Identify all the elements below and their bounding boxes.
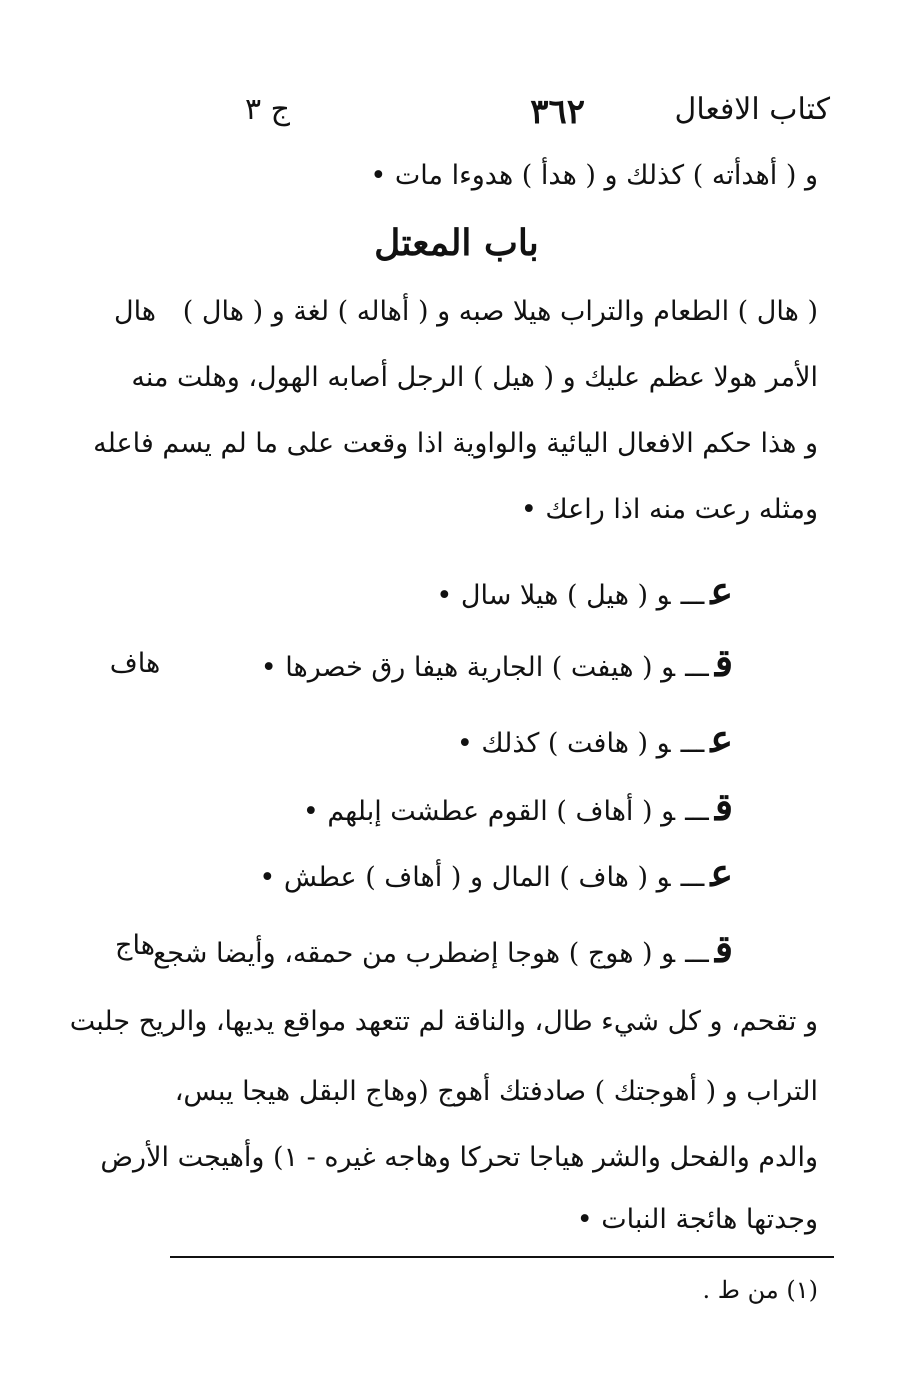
source-letter: ع bbox=[710, 568, 733, 613]
paragraph-line: ( هال ) الطعام والتراب هيلا صبه و ( أهاله ) لغة و ( هال ) bbox=[182, 296, 818, 327]
paragraph-line: وجدتها هائجة النبات • bbox=[576, 1204, 818, 1235]
paragraph-line: و هذا حكم الافعال اليائية والواوية اذا وقعت على ما لم يسم فاعله bbox=[93, 428, 818, 459]
dash-glyph: ـــ bbox=[680, 862, 705, 893]
margin-word-haaj: هاج bbox=[115, 930, 155, 961]
entry-line bbox=[133, 926, 733, 971]
entry-text: و ( هاف ) المال و ( أهاف ) عطش • bbox=[259, 862, 671, 893]
entry-line bbox=[133, 716, 733, 761]
entry-line bbox=[133, 568, 733, 613]
footnote: (١) من ط . bbox=[702, 1276, 818, 1304]
source-letter: ع bbox=[710, 850, 733, 895]
dash-glyph: ـــ bbox=[685, 938, 709, 969]
source-letter: ع bbox=[710, 716, 733, 761]
dash-glyph: ـــ bbox=[685, 796, 709, 827]
entry-line bbox=[133, 640, 733, 685]
paragraph-line: ومثله رعت منه اذا راعك • bbox=[520, 494, 818, 525]
entry-text: و ( هافت ) كذلك • bbox=[456, 728, 671, 759]
entry-line bbox=[133, 850, 733, 895]
source-letter: ق bbox=[714, 784, 733, 829]
volume-number: ج ٣ bbox=[244, 92, 290, 127]
entry-text: و ( أهاف ) القوم عطشت إبلهم • bbox=[302, 796, 676, 827]
source-letter: ق bbox=[714, 926, 733, 971]
running-header bbox=[190, 92, 830, 142]
margin-word-haal: هال bbox=[113, 296, 157, 327]
margin-word-haaf: هاف bbox=[109, 648, 161, 679]
book-title: كتاب الافعال bbox=[674, 92, 830, 127]
paragraph-line: و تقحم، و كل شيء طال، والناقة لم تتعهد مواقع يديها، والريح جلبت bbox=[69, 1006, 818, 1037]
paragraph-line: والدم والفحل والشر هياجا تحركا وهاجه غيره - ١) وأهيجت الأرض bbox=[100, 1142, 818, 1173]
dash-glyph: ـــ bbox=[680, 728, 705, 759]
entry-text: و ( هيل ) هيلا سال • bbox=[436, 580, 671, 611]
paragraph-line: الأمر هولا عظم عليك و ( هيل ) الرجل أصابه الهول، وهلت منه bbox=[131, 362, 818, 393]
entry-line bbox=[133, 784, 733, 829]
intro-line: و ( أهدأته ) كذلك و ( هدأ ) هدوءا مات • bbox=[370, 160, 818, 191]
dash-glyph: ـــ bbox=[685, 652, 709, 683]
paragraph-line: التراب و ( أهوجتك ) صادفتك أهوج (وهاج البقل هيجا يبس، bbox=[174, 1076, 818, 1107]
source-letter: ق bbox=[714, 640, 733, 685]
page-number: ٣٦٢ bbox=[530, 92, 585, 132]
section-title: باب المعتل bbox=[374, 222, 539, 264]
dash-glyph: ـــ bbox=[680, 580, 705, 611]
entry-text: و ( هوج ) هوجا إضطرب من حمقه، وأيضا شجع bbox=[152, 938, 676, 969]
entry-text: و ( هيفت ) الجارية هيفا رق خصرها • bbox=[260, 652, 676, 683]
footnote-divider bbox=[170, 1256, 834, 1258]
